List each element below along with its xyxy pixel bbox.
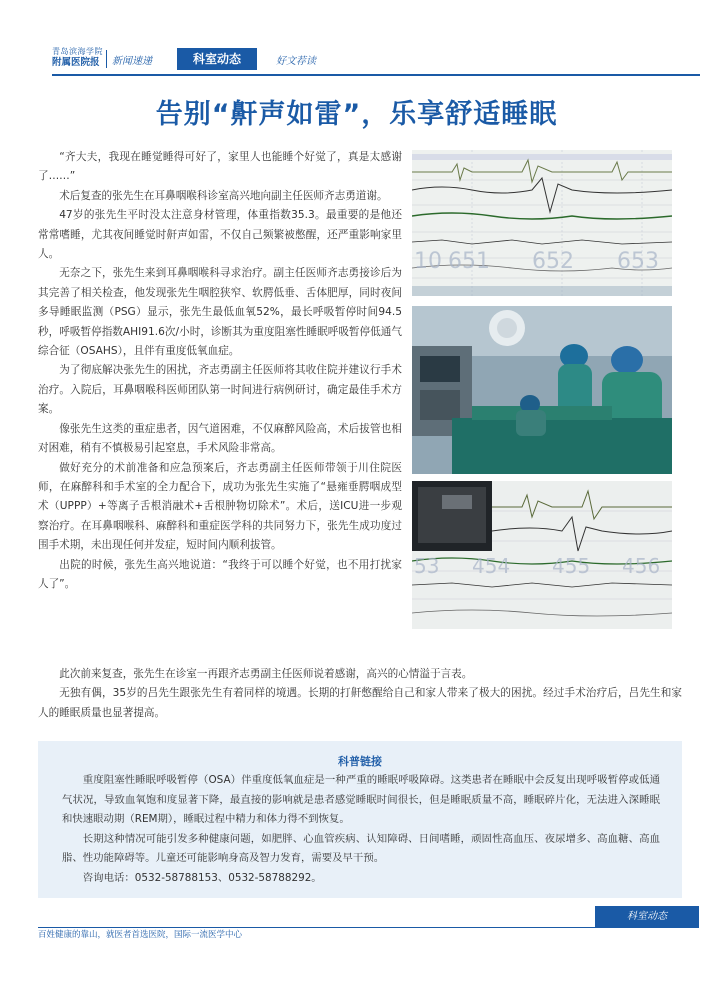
article-column xyxy=(38,148,402,594)
science-link-box xyxy=(38,741,682,898)
sleep-monitor-photo xyxy=(412,150,672,296)
contact-phone: 咨询电话：0532-58788153、0532-58788292。 xyxy=(82,871,322,884)
header-rule xyxy=(52,74,700,76)
article-conclusion xyxy=(38,665,682,723)
monitor-number: 10 xyxy=(414,249,442,274)
monitor-number: 651 xyxy=(448,249,490,274)
page-header xyxy=(0,44,713,74)
paragraph: 像张先生这类的重症患者，因气道困难，不仅麻醉风险高，术后拔管也相对困难，稍有不慎极易引起窒息，手术风险非常高。 xyxy=(38,422,402,455)
monitor-number: 456 xyxy=(622,554,661,578)
footer-section-tag: 科室动态 xyxy=(595,906,699,928)
science-body xyxy=(62,771,660,888)
hospital-logo xyxy=(52,47,104,69)
monitor-number: 53 xyxy=(414,554,440,578)
paragraph: 此次前来复查，张先生在诊室一再跟齐志勇副主任医师说着感谢，高兴的心情溢于言表。 xyxy=(59,668,473,680)
nav-recommended[interactable]: 好文荐读 xyxy=(276,56,316,67)
paragraph: 47岁的张先生平时没太注意身材管理，体重指数35.3。最重要的是他还常常嗜睡，尤其夜间睡觉时鼾声如雷，不仅自己频繁被憋醒，还严重影响家里人。 xyxy=(38,209,402,261)
logo-line-1: 青岛滨海学院 xyxy=(52,47,103,56)
article-title: 告别“鼾声如雷”，乐享舒适睡眠 xyxy=(155,99,558,130)
surgery-photo xyxy=(412,306,672,474)
monitor-number: 653 xyxy=(617,249,659,274)
nav-news[interactable]: 新闻速递 xyxy=(112,56,152,67)
nav-divider xyxy=(106,50,107,68)
nav-department[interactable]: 科室动态 xyxy=(177,48,257,70)
paragraph: 重度阻塞性睡眠呼吸暂停（OSA）伴重度低氧血症是一种严重的睡眠呼吸障碍。这类患者在睡眠中会反复出现呼吸暂停或低通气状况，导致血氧饱和度显著下降，最直接的影响就是患者感觉睡眠时间很长，但是睡眠质量不高，睡眠碎片化，无法进入深睡眠和快速眼动期（REM期），睡眠过程中精力和体力得不到恢复。 xyxy=(62,774,660,825)
paragraph: 做好充分的术前准备和应急预案后，齐志勇副主任医师带领于川住院医师，在麻醉科和手术室的全力配合下，成功为张先生实施了“悬雍垂腭咽成型术（UPPP）+等离子舌根消融术+舌根肿物切除术”。术后，送ICU进一步观察治疗。在耳鼻咽喉科、麻醉科和重症医学科的共同努力下，张先生成功度过围手术期，未出现任何并发症，短时间内顺利拔管。 xyxy=(38,461,402,552)
logo-line-2: 附属医院报 xyxy=(52,57,100,68)
monitor-number: 652 xyxy=(532,249,574,274)
paragraph: “齐大夫，我现在睡觉睡得可好了，家里人也能睡个好觉了，真是太感谢了……” xyxy=(38,151,402,183)
paragraph: 无奈之下，张先生来到耳鼻咽喉科寻求治疗。副主任医师齐志勇接诊后为其完善了相关检查，他发现张先生咽腔狭窄、软腭低垂、舌体肥厚，同时夜间多导睡眠监测（PSG）显示，张先生最低血氧52%，最长呼吸暂停时间94.5秒，呼吸暂停指数AHI91.6次/小时，诊断其为重度阻塞性睡眠呼吸暂停低通气综合征（OSAHS），且伴有重度低氧血症。 xyxy=(38,267,402,358)
science-title: 科普链接 xyxy=(338,755,382,768)
paragraph: 出院的时候，张先生高兴地说道：“我终于可以睡个好觉，也不用打扰家人了”。 xyxy=(38,558,402,590)
monitor-number: 454 xyxy=(472,554,511,578)
monitor-number: 455 xyxy=(552,554,591,578)
paragraph: 为了彻底解决张先生的困扰，齐志勇副主任医师将其收住院并建议行手术治疗。入院后，耳鼻咽喉科医师团队第一时间进行病例研讨，确定最佳手术方案。 xyxy=(38,364,402,416)
paragraph: 无独有偶，35岁的吕先生跟张先生有着同样的境遇。长期的打鼾憋醒给自己和家人带来了极大的困扰。经过手术治疗后，吕先生和家人的睡眠质量也显著提高。 xyxy=(38,687,682,719)
paragraph: 长期这种情况可能引发多种健康问题，如肥胖、心血管疾病、认知障碍、日间嗜睡，顽固性高血压、夜尿增多、高血糖、高血脂、性功能障碍等。儿童还可能影响身高及智力发育，需要及早干预。 xyxy=(62,832,660,864)
footer-slogan: 百姓健康的靠山，就医者首选医院，国际一流医学中心 xyxy=(38,930,243,940)
paragraph: 术后复查的张先生在耳鼻咽喉科诊室高兴地向副主任医师齐志勇道谢。 xyxy=(59,189,388,202)
sleep-monitor-photo-2 xyxy=(412,481,672,629)
